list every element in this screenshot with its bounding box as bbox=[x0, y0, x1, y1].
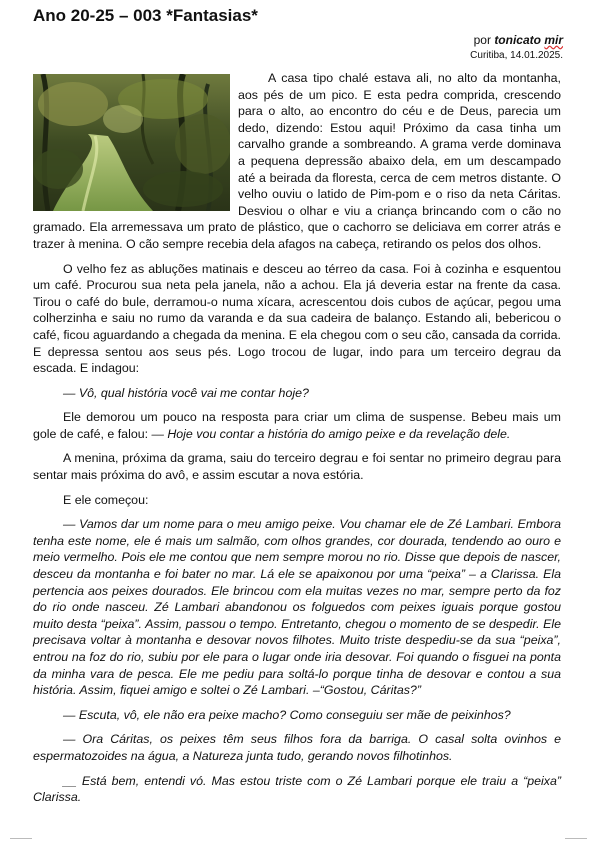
paragraph-4-narration: Ele demorou um pouco na resposta para criar um clima de suspense. Bebeu mais um gole de café, e falou: bbox=[33, 410, 561, 441]
forest-stream-photo bbox=[33, 74, 230, 211]
paragraph-4-speech: — Hoje vou contar a história do amigo peixe e da revelação dele. bbox=[151, 426, 511, 441]
paragraph-1 bbox=[33, 70, 561, 253]
paragraph-9: — Ora Cáritas, os peixes têm seus filhos fora da barriga. O casal solta ovinhos e espermatozoides na água, a Natureza junta tudo, gerando novos filhotinhos. bbox=[33, 732, 561, 763]
page-corner-mark-left bbox=[10, 838, 32, 839]
byline bbox=[474, 34, 563, 47]
story-body bbox=[33, 70, 561, 814]
paragraph-2: O velho fez as abluções matinais e desceu ao térreo da casa. Foi à cozinha e esquentou um café. Procurou sua neta pela janela, não a achou. Ela já deveria estar na frente da casa. Tirou o café do bule, derramou-o numa xícara, acrescentou dois cubos de açúcar, pegou uma colherzinha e saiu no rumo da varanda e da sua cadeira de balanço. Estando ali, bebericou o café, ficou aguardando a chegada da menina. E ela chegou com o seu cão, cansada da corrida. E depressa sentou aos seus pés. Logo trocou de lugar, indo para um terceiro degrau da escada. E indagou: bbox=[33, 261, 561, 376]
paragraph-5: A menina, próxima da grama, saiu do terceiro degrau e foi sentar no primeiro degrau para sentar mais próxima do avô, e assim escutar a nova estória. bbox=[33, 451, 561, 483]
document-title: Ano 20-25 – 003 *Fantasias* bbox=[33, 6, 258, 25]
paragraph-3: — Vô, qual história você vai me contar hoje? bbox=[63, 385, 309, 400]
paragraph-4 bbox=[33, 409, 561, 442]
dateline: Curitiba, 14.01.2025. bbox=[470, 50, 563, 61]
author-last: mir bbox=[544, 33, 563, 47]
paragraph-6: E ele começou: bbox=[63, 492, 149, 507]
by-prefix: por bbox=[473, 33, 495, 47]
page-corner-mark-right bbox=[565, 838, 587, 839]
paragraph-8: — Escuta, vô, ele não era peixe macho? Como conseguiu ser mãe de peixinhos? bbox=[63, 707, 511, 722]
paragraph-1-text: A casa tipo chalé estava ali, no alto da montanha, aos pés de um pico. E esta pedra comprida, crescendo para o alto, ao encontro do céu e de Deus, parecia um dedo, dizendo: Estou aqui! Próximo da casa tinha um carvalho grande a sombreando. A grama verde dominava a pequena depressão abaixo dela, em um descampado até a beirada da floresta, cerca de cem metros distante. O velho ouviu o latido de Pim-pom e o riso da neta Cáritas. Desviou o olhar e viu a criança brincando com o cão no gramado. Ela arremessava um prato de plástico, que o cachorro se deliciava em correr atrás e trazer à menina. O cão sempre recebia dela afagos na cabeça, retirando os pelos dos olhos. bbox=[33, 71, 561, 251]
author-first: tonicato bbox=[494, 33, 545, 47]
paragraph-7: — Vamos dar um nome para o meu amigo peixe. Vou chamar ele de Zé Lambari. Embora tenha este nome, ele é mais um salmão, com olhos grandes, cor dourada, tendendo ao ouro e meio vermelho. Pois ele me contou que nem sempre morou no rio. Disse que depois de nascer, desceu da montanha e foi bater no mar. Lá ele se apaixonou por uma “peixa” – a Clarissa. Ela pertencia aos peixes dourados. Ele brincou com ela muitas vezes no mar, sempre perto da foz do rio onde nasceu. Zé Lambari abandonou os folguedos com peixes iguais porque gostou muito desta “peixa”. Assim, passou o tempo. Entretanto, chegou o momento de se despedir. Ele precisava voltar à montanha e desovar novos filhotes. Muito triste despediu-se da sua “peixa”, entrou na foz do rio, subiu por ele para o lugar onde iria desovar. Foi quando o fisguei na ponta da minha vara de pesca. Ele me pediu para soltá-lo porque tinha de desovar e contou a sua história. Assim, fiquei amigo e soltei o Zé Lambari. –“Gostou, Cáritas?” bbox=[33, 517, 561, 698]
author-name bbox=[494, 33, 563, 47]
paragraph-10: __ Está bem, entendi vó. Mas estou triste com o Zé Lambari porque ele traiu a “peixa” Clarissa. bbox=[33, 773, 561, 805]
